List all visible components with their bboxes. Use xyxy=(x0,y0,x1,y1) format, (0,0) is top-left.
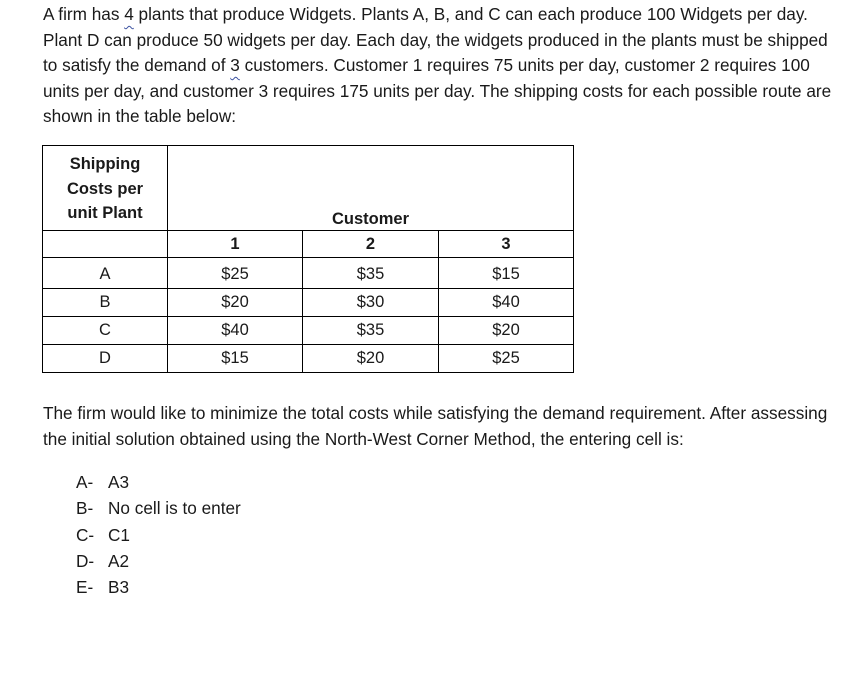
option-text: B3 xyxy=(108,577,130,598)
table-row xyxy=(43,317,574,345)
cost-cell: $40 xyxy=(168,317,303,345)
option-text: C1 xyxy=(108,524,130,545)
plant-label: D xyxy=(43,345,168,373)
plant-label: A xyxy=(43,258,168,289)
option-text: A3 xyxy=(108,472,130,492)
corner-line: Costs per xyxy=(66,179,144,198)
cost-cell: $40 xyxy=(439,289,574,317)
answer-option[interactable] xyxy=(76,548,241,574)
option-letter: C- xyxy=(76,524,95,545)
option-letter: E- xyxy=(76,577,94,598)
table-row xyxy=(43,258,574,289)
option-letter: A- xyxy=(76,472,94,492)
problem-statement xyxy=(43,2,843,130)
plant-label: B xyxy=(43,289,168,317)
customer-col-header: 1 xyxy=(168,231,303,258)
answer-options xyxy=(76,469,241,600)
cost-cell: $35 xyxy=(303,317,439,345)
shipping-cost-table xyxy=(42,145,574,373)
corner-header xyxy=(43,146,168,231)
answer-option[interactable] xyxy=(76,522,241,548)
cost-cell: $30 xyxy=(303,289,439,317)
intro-text-3: customers. Customer 1 requires 75 units per day, customer 2 requires 100 units per day, and customer 3 requires 175 units per day. The shipping costs for each possible route are shown in the table below: xyxy=(43,55,832,127)
question-text: The firm would like to minimize the total costs while satisfying the demand requirement. After assessing the initial solution obtained using the North-West Corner Method, the entering cell is: xyxy=(43,403,828,449)
option-letter: B- xyxy=(76,498,94,519)
cost-cell: $20 xyxy=(303,345,439,373)
cost-cell: $25 xyxy=(439,345,574,373)
table-row xyxy=(43,345,574,373)
option-text: A2 xyxy=(108,550,130,571)
answer-option[interactable] xyxy=(76,574,241,600)
corner-line: unit Plant xyxy=(67,204,143,222)
plants-count: 4 xyxy=(124,4,134,24)
option-text: No cell is to enter xyxy=(108,498,241,519)
cost-cell: $25 xyxy=(168,258,303,289)
cost-cell: $15 xyxy=(168,345,303,373)
customer-col-header: 3 xyxy=(439,231,574,258)
option-letter: D- xyxy=(76,550,95,571)
answer-option[interactable] xyxy=(76,495,241,521)
empty-cell xyxy=(43,231,168,258)
cost-cell: $15 xyxy=(439,258,574,289)
cost-cell: $20 xyxy=(439,317,574,345)
customer-header: Customer xyxy=(303,146,439,231)
plant-label: C xyxy=(43,317,168,345)
answer-option[interactable] xyxy=(76,469,241,495)
intro-text-1: A firm has xyxy=(43,4,125,24)
intro-text-2: plants that produce Widgets. Plants A, B, and C can each produce 100 Widgets per day. Plant D can produce 50 widgets per day. Each day, the widgets produced in the plants must be shipped to satisfy the demand of xyxy=(43,4,828,76)
table-header-row xyxy=(43,146,574,231)
customers-count: 3 xyxy=(230,55,240,76)
header-blank-cell xyxy=(168,146,303,231)
customer-col-header: 2 xyxy=(303,231,439,258)
cost-cell: $20 xyxy=(168,289,303,317)
corner-line: Shipping xyxy=(69,155,141,173)
cost-cell: $35 xyxy=(303,258,439,289)
table-row xyxy=(43,289,574,317)
customer-number-row xyxy=(43,231,574,258)
header-blank-cell xyxy=(439,146,574,231)
